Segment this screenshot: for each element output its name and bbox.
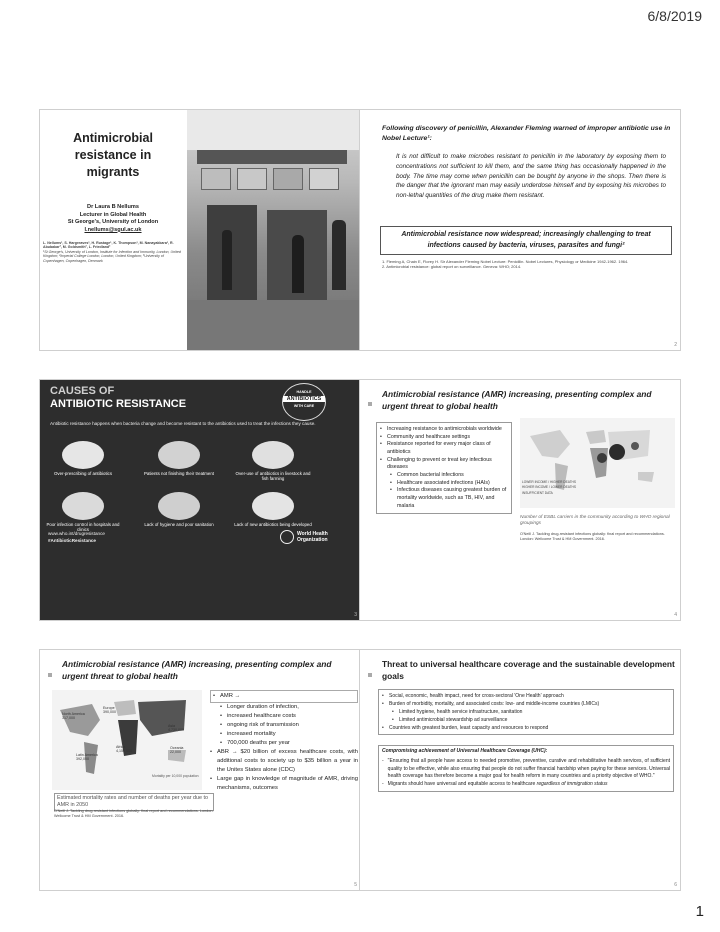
pills-icon — [252, 492, 294, 520]
slide-4-title: Antimicrobial resistance (AMR) increasing, presenting complex and urgent threat to global health — [382, 389, 652, 411]
who-name: World Health Organization — [297, 531, 328, 543]
map-legend: LOWER INCOME / HIGHER DEATHS HIGHER INCOME / LOWER DEATHS INSUFFICIENT DATA — [522, 480, 576, 495]
reference: O'Neill J. Tackling drug-resistant infections globally: final report and recommendations. London: Wellcome Trust & HM Government. 2016. — [520, 532, 665, 541]
slide-1 — [40, 110, 360, 350]
livestock-icon — [252, 441, 294, 469]
hashtag: #AntibioticResistance — [48, 537, 96, 543]
hygiene-icon — [158, 492, 200, 520]
author-email[interactable]: l.nellums@sgul.ac.uk — [84, 226, 142, 233]
patient-icon — [158, 441, 200, 469]
slide-5-title: Antimicrobial resistance (AMR) increasing, presenting complex and urgent threat to global health — [62, 659, 332, 681]
prescription-icon — [62, 441, 104, 469]
who-url[interactable]: www.who.int/drugresistance — [48, 531, 105, 536]
uhc-heading: Compromising achievement of Universal Healthcare Coverage (UHC): — [382, 748, 548, 754]
region-oceania: Oceania 22,000 — [170, 746, 184, 754]
region-latin-america: Latin America 392,000 — [76, 753, 98, 761]
title-bullet-icon — [48, 673, 52, 677]
author-block — [48, 204, 178, 234]
who-logo-icon — [280, 530, 294, 544]
references: 1. Fleming A, Chain E, Florey H. Sir Alexander Fleming Nobel Lecture: Penicillin. Nobel Lectures, Physiology or Medicine 1942-1962. 1964. 2. Antimicrobial resistance: global report on surveillance. Geneva: WHO; 2014. — [382, 259, 629, 269]
page-number: 1 — [695, 903, 704, 920]
slide-1-title: Antimicrobial resistance in migrants — [73, 131, 153, 179]
hospital-icon — [62, 492, 104, 520]
cause-5: Lack of hygiene and poor sanitation — [144, 522, 214, 527]
handle-with-care-badge: HANDLE ANTIBIOTICS WITH CARE — [282, 383, 326, 421]
region-europe: Europe 390,000 — [103, 706, 116, 714]
author-institution: St George's, University of London — [67, 219, 159, 226]
map-caption: Number of ESBL carriers in the community according to WHO regional groupings — [520, 515, 670, 527]
slide-5 — [40, 650, 360, 890]
region-asia: Asia 4,730,000 — [168, 724, 184, 732]
slide-2 — [360, 110, 680, 350]
migrant-access: Migrants should have universal and equitable access to healthcare regardless of immigration status — [387, 781, 608, 787]
author-role: Lecturer in Global Health — [79, 211, 147, 218]
fleming-intro: Following discovery of penicillin, Alexander Fleming warned of improper antibiotic use in Nobel Lecture¹: — [382, 125, 671, 142]
cause-2: Patients not finishing their treatment — [143, 471, 215, 476]
region-north-america: North America 317,000 — [62, 712, 85, 720]
cause-3: Over-use of antibiotics in livestock and fish farming — [235, 471, 311, 481]
cause-4: Poor infection control in hospitals and clinics — [46, 522, 120, 532]
slide-number: 3 — [354, 612, 357, 618]
uhc-definition: "Ensuring that all people have access to needed promotive, preventive, curative and rehabilitative health services, of sufficient quality to be effective, while also ensuring that people do not suffer financial hardship when paying for these services. Universal health coverage has therefore become a major goal for health reform in many countries and a priority objective of WHO." — [387, 757, 670, 780]
map-legend: Mortality per 10,000 population — [152, 774, 199, 778]
clinic-photo — [187, 110, 360, 350]
author-name: Dr Laura B Nellums — [87, 204, 139, 210]
infographic-title-2: ANTIBIOTIC RESISTANCE — [50, 398, 187, 411]
cause-6: Lack of new antibiotics being developed — [234, 522, 312, 527]
title-bullet-icon — [368, 402, 372, 406]
infographic-title-1: CAUSES OF — [50, 385, 115, 397]
infographic-intro: Antibiotic resistance happens when bacteria change and become resistant to the antibiotics used to treat the infections they cause. — [50, 421, 316, 426]
map-caption: Estimated mortality rates and number of deaths per year due to AMR in 2050 — [54, 793, 214, 811]
region-africa: Africa 4,150,000 — [116, 745, 132, 753]
uhc-box: Compromising achievement of Universal Healthcare Coverage (UHC): - "Ensuring that all people have access to needed promotive, preventive, curative and rehabilitative health services, of sufficient quality to be effective, while also ensuring that people do not suffer financial hardship when paying for these services. Universal health coverage has therefore become a major goal for health reform in many countries and a priority objective of WHO." - Migrants should have universal and equitable access to healthcare regardless of immigration status — [378, 745, 674, 792]
cause-1: Over-prescribing of antibiotics — [53, 471, 113, 476]
slide-4-bullets: • Increasing resistance to antimicrobials worldwide • Community and healthcare settings • Resistance reported for every major class of antibiotics • Challenging to prevent or treat key infectious diseases • Common bacterial infections • Healthcare associated infections (HAIs) • Infectious diseases causing greatest burden of mortality worldwide, such as TB, HIV, and malaria — [376, 422, 512, 514]
amr-highlight-box: Antimicrobial resistance now widespread; increasingly challenging to treat infections caused by bacteria, viruses, parasites and fungi² — [380, 226, 672, 255]
slide-6-bullets: • Social, economic, health impact, need for cross-sectoral 'One Health' approach • Burden of morbidity, mortality, and associated costs: low- and middle-income countries (LMICs) • Limited hygiene, health service infrastructure, sanitation • Limited antimicrobial stewardship ad surveillance • Countries with greatest burden, least capacity and resources to respond — [378, 689, 674, 735]
slide-3 — [40, 380, 360, 620]
slide-number: 5 — [354, 882, 357, 888]
fleming-quote: It is not difficult to make microbes resistant to penicillin in the laboratory by exposing them to concentrations not sufficient to kill them, and the same thing has occasionally happened in the body. The time may come when penicillin can be bought by anyone in the shops. Then there is the danger that the ignorant man may easily underdose himself and by exposing his microbes to non-lethal quantities of the drug make them resistant. — [396, 153, 666, 199]
coauthors: L. Nellums¹, S. Hargreaves¹, H. Rustage¹, K. Thompson¹, M. Nanayakkara¹, R. Abubakar², M. Goldsmith², L. Friedland² ¹St George's, University of London, Institute for Infection and Immunity, London, United Kingdom; ²Imperial College London, London, United Kingdom; ³University of Copenhagen, Copenhagen, Denmark — [43, 241, 181, 263]
slide-5-bullets: • AMR → • Longer duration of infection, • increased healthcare costs • ongoing risk of transmission • increased mortality • 700,000 deaths per year • ABR → $20 billion of excess healthcare costs, with additional costs to society up to $35 billion a year in the Unites States alone (CDC) • Large gap in knowledge of magnitude of AMR, driving mechanisms, outcomes — [210, 690, 358, 793]
slide-number: 4 — [674, 612, 677, 618]
reference: O'Neill J. Tackling drug-resistant infections globally: final report and recommendations. London: Wellcome Trust & HM Government. 2016. — [54, 809, 214, 818]
print-date: 6/8/2019 — [647, 8, 702, 24]
slide-6-title: Threat to universal healthcare coverage and the sustainable development goals — [382, 659, 675, 681]
infographic-footer — [48, 531, 105, 545]
slide-6 — [360, 650, 680, 890]
slide-number: 6 — [674, 882, 677, 888]
title-bullet-icon — [368, 673, 372, 677]
slide-4 — [360, 380, 680, 620]
slide-number: 2 — [674, 342, 677, 348]
